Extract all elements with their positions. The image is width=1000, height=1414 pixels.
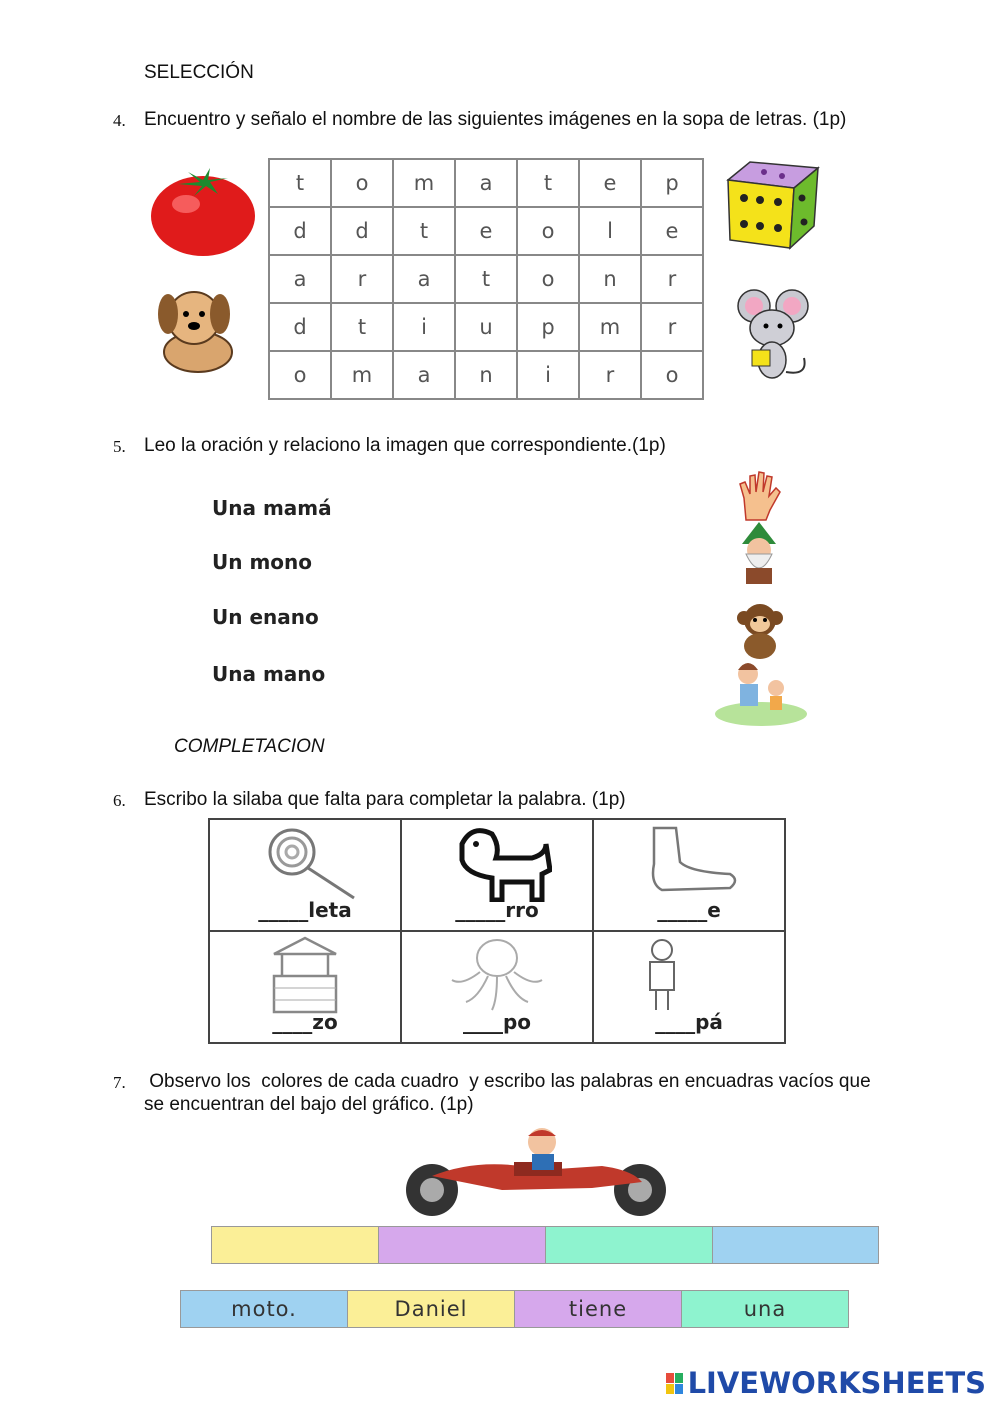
word-search-cell[interactable]: r — [641, 303, 703, 351]
word-search-cell[interactable]: a — [393, 351, 455, 399]
word-search-cell[interactable]: m — [331, 351, 393, 399]
word-search-cell[interactable]: o — [641, 351, 703, 399]
word-search-cell[interactable]: r — [331, 255, 393, 303]
word-search-cell[interactable]: p — [517, 303, 579, 351]
mouse-image — [734, 288, 814, 384]
color-box-blue[interactable] — [712, 1226, 879, 1264]
word-search-row — [269, 207, 703, 255]
syllable-cell-dad — [593, 931, 785, 1043]
word-search-cell[interactable]: n — [579, 255, 641, 303]
syllable-word[interactable]: ____pá — [655, 1010, 723, 1034]
color-box-yellow[interactable] — [211, 1226, 379, 1264]
word-search-cell[interactable]: d — [269, 207, 331, 255]
word-search-cell[interactable]: m — [579, 303, 641, 351]
word-search-cell[interactable]: t — [517, 159, 579, 207]
word-search-cell[interactable]: a — [393, 255, 455, 303]
word-search-cell[interactable]: i — [517, 351, 579, 399]
syllable-word[interactable]: ____po — [462, 1010, 532, 1034]
dog-image — [148, 282, 248, 374]
syllable-cell-foot — [593, 819, 785, 931]
syllable-cell-lollipop — [209, 819, 401, 931]
foot-image — [634, 824, 744, 902]
mom-child-image — [712, 652, 810, 728]
word-search-row — [269, 303, 703, 351]
dice-image — [724, 160, 820, 250]
word-box-daniel: Daniel — [347, 1290, 515, 1328]
word-box-una: una — [681, 1290, 849, 1328]
word-search-row — [269, 159, 703, 207]
motorbike-image — [392, 1126, 682, 1218]
word-search-cell[interactable]: o — [269, 351, 331, 399]
question-4-number: 4. — [113, 111, 126, 130]
syllable-grid — [208, 818, 786, 1044]
word-search-cell[interactable]: d — [331, 207, 393, 255]
sentence-un-enano: Un enano — [212, 605, 319, 629]
word-search-cell[interactable]: o — [331, 159, 393, 207]
word-search-cell[interactable]: t — [269, 159, 331, 207]
word-search-row — [269, 351, 703, 399]
section-header-completacion: COMPLETACION — [174, 736, 325, 757]
word-search-cell[interactable]: e — [455, 207, 517, 255]
color-box-purple[interactable] — [378, 1226, 546, 1264]
question-4-text: Encuentro y señalo el nombre de las siguientes imágenes en la sopa de letras. (1p) — [144, 109, 847, 130]
word-search-cell[interactable]: p — [641, 159, 703, 207]
dad-image — [634, 936, 744, 1014]
word-search-cell[interactable]: t — [455, 255, 517, 303]
syllable-word[interactable]: _____leta — [258, 898, 352, 922]
syllable-cell-well — [209, 931, 401, 1043]
word-search-row — [269, 255, 703, 303]
question-7-number: 7. — [113, 1073, 126, 1092]
word-box-moto: moto. — [180, 1290, 348, 1328]
word-search-cell[interactable]: t — [393, 207, 455, 255]
syllable-word[interactable]: ____zo — [272, 1010, 338, 1034]
sentence-un-mono: Un mono — [212, 550, 312, 574]
section-header-seleccion: SELECCIÓN — [144, 62, 254, 83]
question-6-number: 6. — [113, 791, 126, 810]
word-search-cell[interactable]: t — [331, 303, 393, 351]
word-search-grid — [268, 158, 704, 400]
word-search-cell[interactable]: o — [517, 207, 579, 255]
word-search-cell[interactable]: a — [455, 159, 517, 207]
tomato-image — [148, 166, 258, 258]
syllable-cell-dog — [401, 819, 593, 931]
liveworksheets-logo-text: LIVEWORKSHEETS — [687, 1366, 986, 1400]
word-search-cell[interactable]: e — [579, 159, 641, 207]
well-image — [250, 936, 360, 1014]
word-search-cell[interactable]: r — [641, 255, 703, 303]
question-7-text-line2: se encuentran del bajo del gráfico. (1p) — [144, 1094, 474, 1115]
monkey-image — [724, 600, 796, 660]
word-search-cell[interactable]: n — [455, 351, 517, 399]
question-7-text-line1: Observo los colores de cada cuadro y escribo las palabras en encuadras vacíos que — [144, 1071, 871, 1092]
word-search-cell[interactable]: o — [517, 255, 579, 303]
word-search-cell[interactable]: r — [579, 351, 641, 399]
word-search-cell[interactable]: m — [393, 159, 455, 207]
octopus-image — [442, 936, 552, 1014]
word-search-cell[interactable]: l — [579, 207, 641, 255]
dog-outline-image — [442, 824, 552, 902]
syllable-word[interactable]: _____rro — [455, 898, 539, 922]
hand-image — [736, 470, 782, 522]
liveworksheets-logo-icon — [666, 1368, 684, 1402]
word-search-cell[interactable]: i — [393, 303, 455, 351]
lollipop-image — [250, 824, 360, 902]
syllable-cell-octopus — [401, 931, 593, 1043]
question-5-number: 5. — [113, 437, 126, 456]
word-search-cell[interactable]: u — [455, 303, 517, 351]
sentence-una-mama: Una mamá — [212, 496, 332, 520]
word-search-cell[interactable]: e — [641, 207, 703, 255]
question-6-text: Escribo la silaba que falta para completar la palabra. (1p) — [144, 789, 626, 810]
sentence-una-mano: Una mano — [212, 662, 326, 686]
syllable-word[interactable]: _____e — [657, 898, 721, 922]
liveworksheets-logo — [666, 1366, 986, 1402]
dwarf-image — [734, 522, 784, 586]
word-search-cell[interactable]: d — [269, 303, 331, 351]
color-box-green[interactable] — [545, 1226, 713, 1264]
question-5-text: Leo la oración y relaciono la imagen que correspondiente.(1p) — [144, 435, 666, 456]
word-box-tiene: tiene — [514, 1290, 682, 1328]
word-search-cell[interactable]: a — [269, 255, 331, 303]
